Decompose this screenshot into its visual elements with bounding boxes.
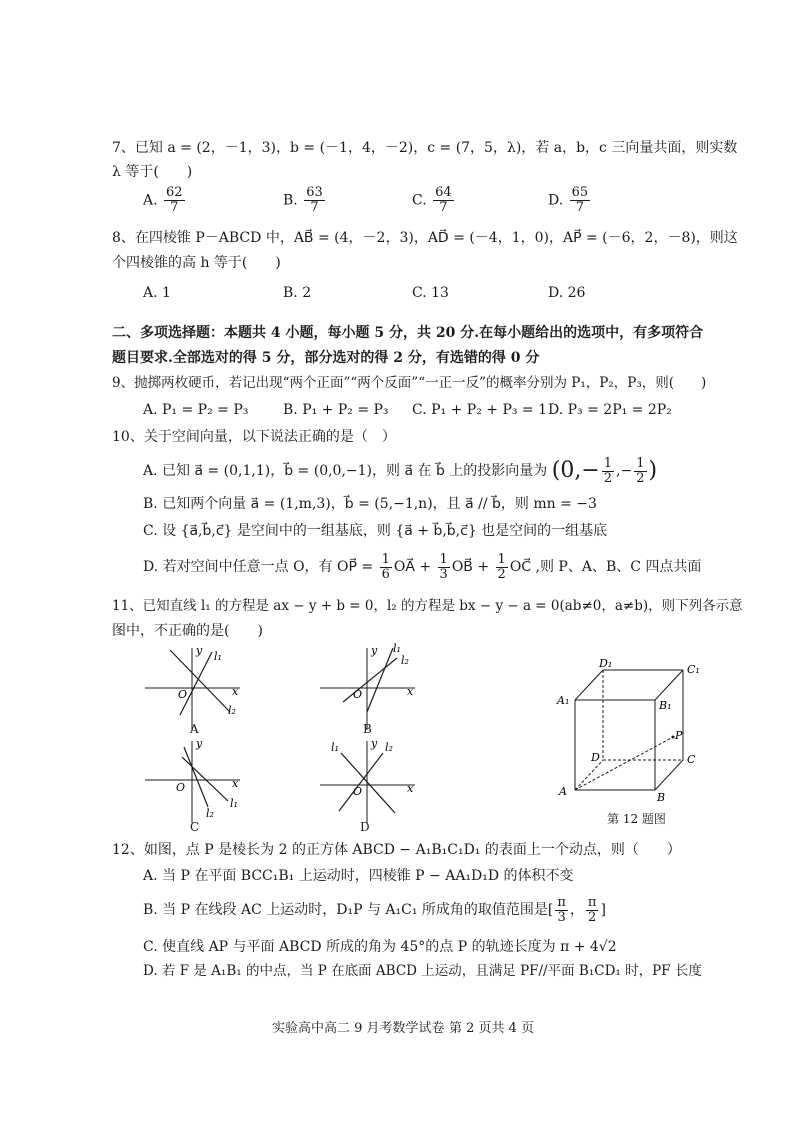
fraction-den: 7: [310, 200, 319, 215]
option-text: D. 若对空间中任意一点 O，有 OP⃗ =: [143, 559, 374, 575]
vector-sep: ,−: [616, 463, 633, 479]
graph-a-label: A: [190, 722, 199, 736]
fraction-den: 7: [575, 200, 585, 215]
fraction: [433, 186, 454, 215]
q10-option-b: B. 已知两个向量 a⃗ = (1,m,3)，b⃗ = (5,−1,n)，且 a⃗ // b⃗，则 mn = −3: [143, 496, 597, 512]
term: OB⃗ +: [451, 559, 490, 575]
l1-label: l₁: [214, 650, 222, 663]
q9-option-c: C. P₁ + P₂ + P₃ = 1: [412, 402, 548, 418]
edge-b1c1: [655, 670, 683, 700]
graph-b-label: B: [363, 722, 372, 736]
y-label: y: [371, 737, 378, 750]
q9-option-a: A. P₁ = P₂ = P₃: [143, 402, 249, 418]
l1-label: l₁: [331, 741, 339, 754]
y-label: y: [371, 644, 378, 657]
x-label: x: [232, 685, 239, 698]
label-a: A: [559, 785, 567, 798]
term: OA⃗ +: [393, 559, 432, 575]
line-l2: [184, 747, 208, 807]
edge-bc: [655, 760, 683, 790]
edge-ad: [575, 760, 603, 790]
fraction: [496, 553, 508, 582]
q8-option-c: C. 13: [412, 285, 449, 301]
y-label: y: [196, 737, 203, 750]
vector-right: ): [648, 458, 658, 483]
fraction-num: 63: [306, 185, 323, 200]
segment-ap: [575, 737, 673, 790]
origin-label: O: [353, 785, 363, 798]
label-c: C: [687, 753, 696, 766]
fraction-den: 3: [439, 566, 448, 582]
option-text: B. 当 P 在线段 AC 上运动时，D₁P 与 A₁C₁ 所成角的取值范围是[: [143, 902, 554, 918]
fraction: [555, 896, 568, 925]
cube-figure: [555, 655, 715, 805]
l1-label: l₁: [230, 797, 238, 810]
fraction-num: π: [557, 894, 566, 910]
line-l2: [343, 658, 397, 702]
fraction-den: 7: [170, 200, 179, 215]
l1-label: l₁: [393, 642, 401, 655]
fraction-den: 2: [497, 566, 506, 582]
fraction: [304, 186, 325, 215]
fraction: [602, 457, 614, 486]
q7-option-b: [283, 186, 327, 215]
fraction: [380, 553, 392, 582]
q12-option-d: D. 若 F 是 A₁B₁ 的中点，当 P 在底面 ABCD 上运动，且满足 PF//平面 B₁CD₁ 时，PF 长度: [143, 963, 702, 979]
fraction-num: 1: [497, 551, 506, 567]
q12-option-a: A. 当 P 在平面 BCC₁B₁ 上运动时，四棱锥 P − AA₁D₁D 的体积不变: [143, 868, 574, 884]
fraction-den: 2: [636, 470, 645, 486]
origin-label: O: [178, 688, 188, 701]
line-l1: [180, 652, 212, 715]
q10-option-c: C. 设 {a⃗,b⃗,c⃗} 是空间中的一组基底，则 {a⃗ + b⃗,b⃗,c⃗} 也是空间的一组基底: [143, 523, 608, 539]
label-b1: B₁: [659, 699, 672, 712]
q8-option-d: D. 26: [548, 285, 586, 301]
q11-stem-line1: 11、已知直线 l₁ 的方程是 ax − y + b = 0，l₂ 的方程是 bx − y − a = 0(ab≠0，a≠b)，则下列各示意: [112, 598, 743, 614]
line-l2: [339, 753, 383, 811]
fraction-num: 1: [603, 455, 613, 471]
fraction-num: 65: [571, 185, 589, 200]
fraction-den: 2: [603, 470, 613, 486]
q7-option-c: [412, 186, 456, 215]
y-label: y: [196, 644, 203, 657]
option-letter: D.: [548, 192, 564, 209]
q7-stem-line2: λ 等于( ): [112, 164, 193, 180]
q10-option-a: [143, 456, 657, 486]
q9-option-d: D. P₃ = 2P₁ = 2P₂: [548, 402, 672, 418]
fraction: [634, 457, 646, 486]
q12-option-b: [143, 895, 606, 925]
graph-c-label: C: [190, 820, 200, 834]
q10-option-d: [143, 552, 701, 582]
fraction: [570, 186, 591, 215]
origin-label: O: [176, 781, 186, 794]
label-a1: A₁: [557, 694, 570, 707]
l2-label: l₂: [228, 704, 236, 717]
q7-option-a: [143, 186, 187, 215]
option-letter: B.: [283, 192, 298, 209]
section2-header-line1: 二、多项选择题：本题共 4 小题，每小题 5 分，共 20 分.在每小题给出的选项中，有多项符合: [112, 325, 704, 341]
x-label: x: [407, 782, 414, 795]
bracket: ]: [600, 902, 606, 918]
label-d1: D₁: [599, 657, 613, 670]
separator: ，: [569, 902, 584, 918]
term: OC⃗ ,则 P、A、B、C 四点共面: [509, 559, 702, 575]
footer-title: 实验高中高二 9 月考数学试卷: [272, 1021, 445, 1036]
cube-caption: 第 12 题图: [607, 812, 666, 826]
l2-label: l₂: [206, 807, 214, 820]
q9-option-b: B. P₁ + P₂ = P₃: [283, 402, 389, 418]
fraction-num: 1: [381, 551, 390, 567]
fraction-num: 62: [166, 185, 183, 200]
option-letter: A.: [143, 192, 158, 209]
graph-d: [315, 735, 425, 830]
q8-option-b: B. 2: [283, 285, 312, 301]
q10-stem: 10、关于空间向量，以下说法正确的是（ ）: [112, 429, 396, 445]
l2-label: l₂: [385, 741, 393, 754]
label-p: P: [675, 729, 683, 742]
vector-left: (0,−: [551, 458, 600, 483]
line-l1: [182, 757, 228, 801]
fraction: [164, 186, 185, 215]
footer-page: 第 2 页共 4 页: [449, 1021, 535, 1036]
graph-c: [140, 735, 250, 830]
label-b: B: [657, 791, 666, 804]
q8-option-a: A. 1: [143, 285, 171, 301]
section2-header-line2: 题目要求.全部选对的得 5 分，部分选对的得 2 分，有选错的得 0 分: [112, 350, 540, 366]
q7-stem-line1: 7、已知 a = (2，－1，3)，b = (－1，4，－2)，c = (7，5，λ)，若 a，b，c 三向量共面，则实数: [112, 140, 738, 156]
fraction-den: 2: [588, 909, 597, 925]
x-label: x: [232, 777, 239, 790]
fraction-den: 3: [557, 909, 566, 925]
label-d: D: [591, 751, 600, 764]
q11-stem-line2: 图中，不正确的是( ): [112, 623, 263, 639]
fraction-num: π: [587, 894, 597, 910]
x-label: x: [407, 685, 414, 698]
line-l1: [341, 753, 395, 813]
l2-label: l₂: [401, 654, 409, 667]
q8-stem-line2: 个四棱锥的高 h 等于( ): [112, 255, 281, 271]
option-text: A. 已知 a⃗ = (0,1,1)，b⃗ = (0,0,−1)，则 a⃗ 在 b⃗ 上的投影向量为: [143, 463, 548, 479]
graph-d-label: D: [360, 820, 370, 834]
fraction: [438, 553, 450, 582]
label-c1: C₁: [687, 663, 700, 676]
origin-label: O: [353, 688, 363, 701]
fraction-num: 1: [439, 551, 448, 567]
q12-option-c: C. 使直线 AP 与平面 ABCD 所成的角为 45°的点 P 的轨迹长度为 π + 4√2: [143, 939, 617, 955]
q8-stem-line1: 8、在四棱锥 P－ABCD 中，AB⃗ = (4，－2，3)，AD⃗ = (－4，1，0)，AP⃗ = (－6，2，－8)，则这: [112, 230, 738, 246]
q9-stem: 9、抛掷两枚硬币，若记出现“两个正面”“两个反面”“一正一反”的概率分别为 P₁，P₂，P₃，则( ): [112, 375, 707, 391]
fraction-num: 64: [435, 185, 452, 200]
fraction-num: 1: [636, 455, 645, 471]
q7-option-d: [548, 186, 592, 215]
fraction: [586, 896, 599, 925]
q12-stem: 12、如图，点 P 是棱长为 2 的正方体 ABCD − A₁B₁C₁D₁ 的表面上一个动点，则（ ）: [112, 842, 681, 858]
fraction-den: 6: [381, 566, 390, 582]
fraction-den: 7: [439, 200, 448, 215]
edge-a1d1: [575, 670, 603, 700]
option-letter: C.: [412, 192, 427, 209]
